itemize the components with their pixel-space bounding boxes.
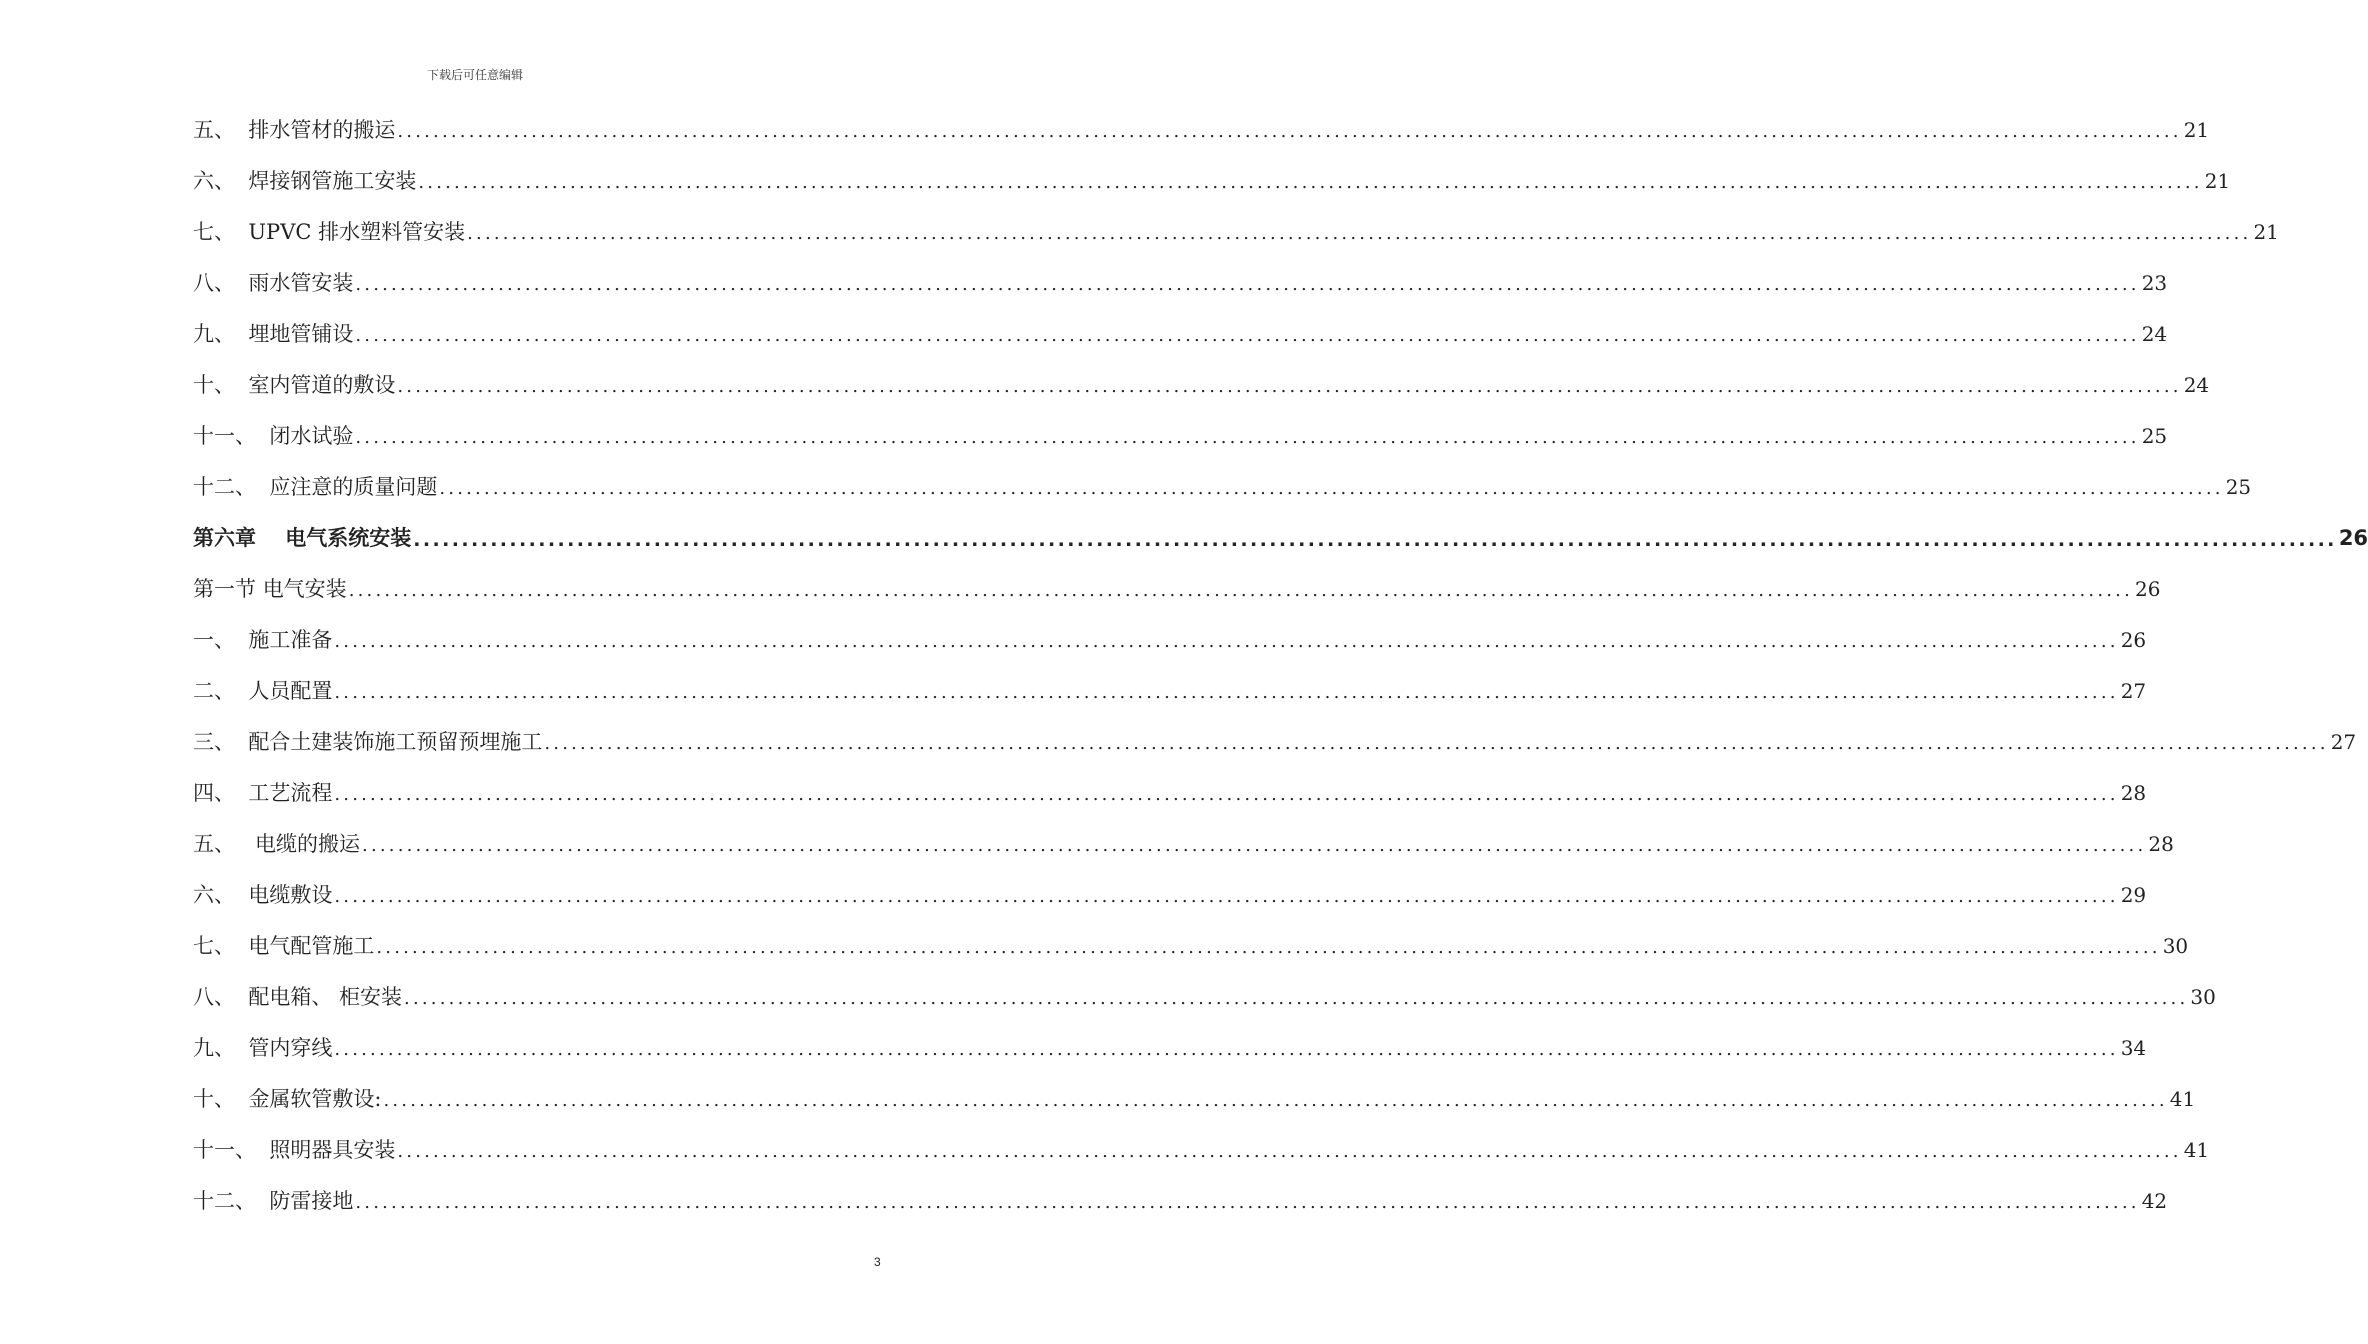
toc-entry-number: 八、 (193, 985, 249, 1009)
toc-entry-page: 21 (2204, 169, 2231, 193)
toc-entry-page: 30 (2162, 934, 2189, 958)
dot-leader: ........................................................................................................................................................................................................ (418, 172, 2203, 193)
toc-entry-number: 十一、 (193, 1138, 270, 1162)
dot-leader: ........................................................................................................................................................................................................ (397, 1141, 2182, 1162)
toc-entry-page: 42 (2141, 1189, 2168, 1213)
dot-leader: ........................................................................................................................................................................................................ (334, 886, 2119, 907)
toc-entry-title: UPVC 排水塑料管安装 (248, 220, 466, 244)
toc-entry-page: 34 (2120, 1036, 2147, 1060)
toc-entry[interactable] (193, 676, 2147, 706)
toc-entry[interactable] (193, 1084, 2196, 1114)
toc-entry-number: 九、 (193, 1036, 249, 1060)
toc-entry[interactable] (193, 421, 2168, 451)
toc-entry-title: 电气系统安装 (285, 526, 412, 550)
toc-entry[interactable] (193, 931, 2189, 961)
dot-leader: ........................................................................................................................................................................................................ (362, 835, 2147, 856)
toc-entry[interactable] (193, 778, 2147, 808)
dot-leader: ........................................................................................................................................................................................................ (439, 478, 2224, 499)
toc-entry-title: 室内管道的敷设 (248, 373, 396, 397)
toc-entry-number: 九、 (193, 322, 249, 346)
toc-entry[interactable] (193, 115, 2210, 145)
toc-entry-page: 28 (2120, 781, 2147, 805)
toc-entry-page: 27 (2330, 730, 2357, 754)
toc-entry-title: 电气安装 (262, 577, 347, 601)
toc-entry-number: 十二、 (193, 1189, 270, 1213)
dot-leader: ........................................................................................................................................................................................................ (383, 1090, 2168, 1111)
toc-entry[interactable] (193, 727, 2357, 757)
toc-entry-title: 配电箱、 柜安装 (248, 985, 403, 1009)
dot-leader: ........................................................................................................................................................................................................ (334, 682, 2119, 703)
toc-entry-title: 闭水试验 (269, 424, 354, 448)
toc-entry-title: 配合土建装饰施工预留预埋施工 (248, 730, 543, 754)
toc-entry-number: 七、 (193, 934, 249, 958)
toc-entry[interactable] (193, 982, 2216, 1012)
toc-entry-page: 27 (2120, 679, 2147, 703)
dot-leader: ........................................................................................................................................................................................................ (355, 427, 2140, 448)
toc-entry-page: 30 (2190, 985, 2216, 1009)
dot-leader: ........................................................................................................................................................................................................ (334, 1039, 2119, 1060)
toc-entry-number: 十二、 (193, 475, 270, 499)
toc-entry-title: 电气配管施工 (248, 934, 375, 958)
toc-entry-page: 23 (2141, 271, 2168, 295)
toc-entry-title: 电缆的搬运 (255, 832, 361, 856)
toc-entry-page: 21 (2183, 118, 2210, 142)
dot-leader: ........................................................................................................................................................................................................ (334, 784, 2119, 805)
toc-entry-number: 第一节 (193, 577, 263, 601)
toc-entry[interactable] (193, 472, 2252, 502)
toc-entry-number: 四、 (193, 781, 249, 805)
toc-entry-page: 26 (2135, 577, 2161, 601)
dot-leader: ........................................................................................................................................................................................................ (413, 529, 2337, 551)
toc-entry-title: 工艺流程 (248, 781, 333, 805)
toc-entry-page: 41 (2169, 1087, 2196, 1111)
toc-entry-page: 41 (2183, 1138, 2210, 1162)
toc-entry-title: 焊接钢管施工安装 (248, 169, 417, 193)
toc-entry-title: 埋地管铺设 (248, 322, 354, 346)
toc-entry-number: 十、 (193, 1087, 249, 1111)
toc-entry-page: 26 (2120, 628, 2147, 652)
dot-leader: ........................................................................................................................................................................................................ (397, 376, 2182, 397)
toc-entry-page: 28 (2148, 832, 2174, 856)
toc-entry-title: 金属软管敷设: (248, 1087, 382, 1111)
toc-entry-title: 排水管材的搬运 (248, 118, 396, 142)
dot-leader: ........................................................................................................................................................................................................ (355, 274, 2140, 295)
toc-entry-number: 六、 (193, 169, 249, 193)
toc-entry[interactable] (193, 319, 2168, 349)
toc-entry-title: 人员配置 (248, 679, 333, 703)
toc-entry-number: 五、 (193, 118, 249, 142)
toc-entry[interactable] (193, 829, 2174, 859)
toc-entry-title: 施工准备 (248, 628, 333, 652)
toc-entry-page: 29 (2120, 883, 2147, 907)
toc-entry[interactable] (193, 166, 2231, 196)
dot-leader: ........................................................................................................................................................................................................ (397, 121, 2182, 142)
toc-entry-title: 照明器具安装 (269, 1138, 396, 1162)
page-header: 下载后可任意编辑 (426, 68, 523, 82)
toc-entry[interactable] (193, 1033, 2147, 1063)
toc-entry-page: 25 (2225, 475, 2252, 499)
toc-entry-number: 十、 (193, 373, 249, 397)
toc-entry-number: 六、 (193, 883, 249, 907)
toc-entry[interactable] (193, 370, 2210, 400)
dot-leader: ........................................................................................................................................................................................................ (404, 988, 2189, 1009)
page-number: 3 (874, 1255, 881, 1269)
toc-entry-number: 十一、 (193, 424, 270, 448)
dot-leader: ........................................................................................................................................................................................................ (334, 631, 2119, 652)
toc-entry-title: 防雷接地 (269, 1189, 354, 1213)
toc-entry-number: 七、 (193, 220, 249, 244)
toc-entry-page: 25 (2141, 424, 2168, 448)
dot-leader: ........................................................................................................................................................................................................ (544, 733, 2329, 754)
toc-entry[interactable] (193, 574, 2161, 604)
toc-entry[interactable] (193, 625, 2147, 655)
toc-entry-number: 一、 (193, 628, 249, 652)
toc-entry[interactable] (193, 880, 2147, 910)
dot-leader: ........................................................................................................................................................................................................ (376, 937, 2161, 958)
dot-leader: ........................................................................................................................................................................................................ (348, 580, 2134, 601)
toc-entry-page: 26 (2338, 526, 2368, 550)
toc-entry-title: 电缆敷设 (248, 883, 333, 907)
toc-entry[interactable] (193, 1135, 2210, 1165)
dot-leader: ........................................................................................................................................................................................................ (467, 223, 2252, 244)
toc-entry[interactable] (193, 217, 2279, 247)
toc-entry[interactable] (193, 1186, 2168, 1216)
toc-entry-page: 21 (2253, 220, 2279, 244)
toc-entry-number: 八、 (193, 271, 249, 295)
toc-entry-page: 24 (2183, 373, 2210, 397)
toc-chapter-entry[interactable] (193, 523, 2368, 553)
dot-leader: ........................................................................................................................................................................................................ (355, 1192, 2140, 1213)
toc-entry-title: 雨水管安装 (248, 271, 354, 295)
toc-entry-page: 24 (2141, 322, 2168, 346)
dot-leader: ........................................................................................................................................................................................................ (355, 325, 2140, 346)
toc-entry-number: 二、 (193, 679, 249, 703)
toc-entry-number: 五、 (193, 832, 256, 856)
toc-entry-title: 管内穿线 (248, 1036, 333, 1060)
toc-entry-number: 第六章 (193, 526, 286, 550)
toc-entry-title: 应注意的质量问题 (269, 475, 438, 499)
toc-entry-number: 三、 (193, 730, 249, 754)
toc-entry[interactable] (193, 268, 2168, 298)
